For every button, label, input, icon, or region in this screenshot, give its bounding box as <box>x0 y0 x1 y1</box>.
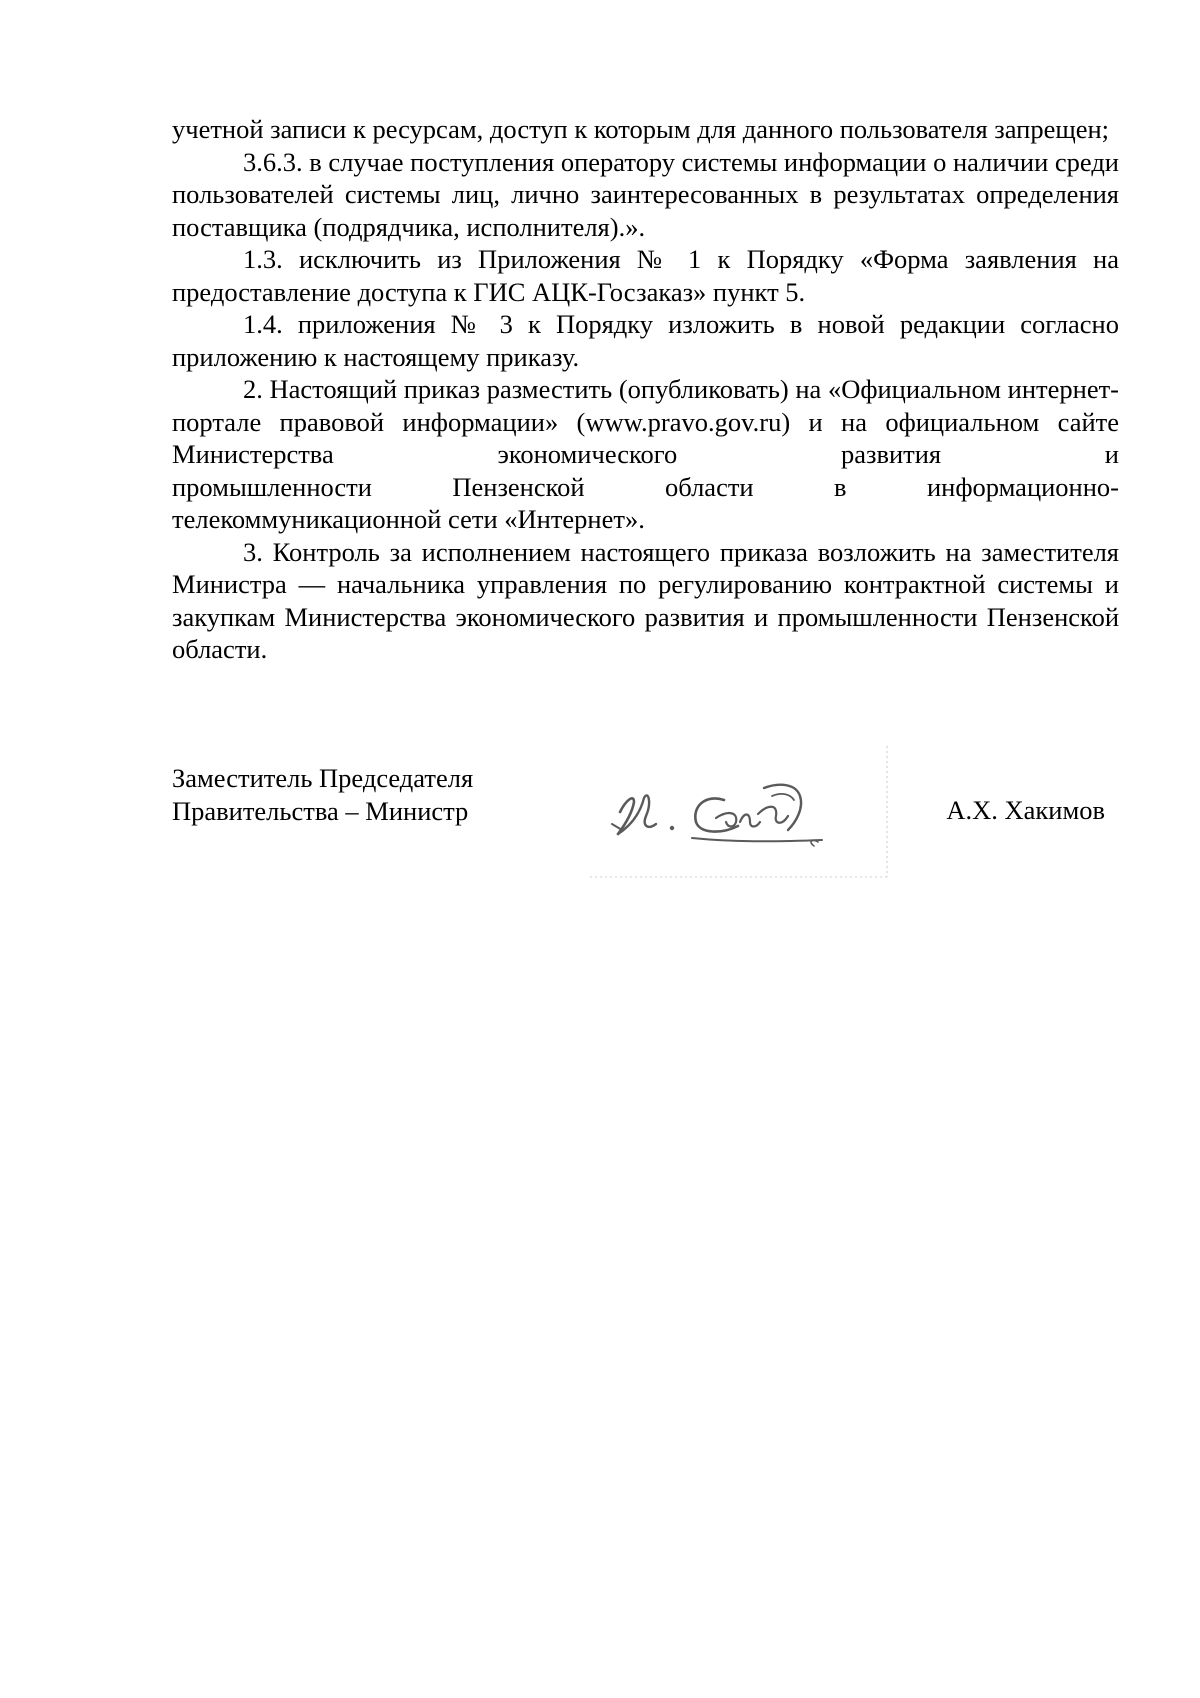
document-body <box>172 113 1119 666</box>
paragraph-2-line-4: промышленности Пензенской области в информационно- <box>172 471 1119 502</box>
signature-block <box>172 762 1119 882</box>
handwritten-signature <box>582 742 902 882</box>
paragraph-2-line-5: телекоммуникационной сети «Интернет». <box>172 504 645 534</box>
paragraph-3: 3. Контроль за исполнением настоящего приказа возложить на заместителя Министра — начальника управления по регулированию контрактной системы и закупкам Министерства экономического развития и промышленности Пензенской области. <box>172 536 1119 664</box>
paragraph-1-3: 1.3. исключить из Приложения № 1 к Порядку «Форма заявления на предоставление доступа к ГИС АЦК-Госзаказ» пункт 5. <box>172 244 1119 307</box>
paragraph-3-6-3: 3.6.3. в случае поступления оператору системы информации о наличии среди пользователей системы лиц, лично заинтересованных в результатах определения поставщика (подрядчика, исполнителя).». <box>172 146 1119 242</box>
paragraph-2: 2. Настоящий приказ разместить (опубликовать) на «Официальном интернет-портале правовой информации» (www.pravo.gov.ru) и на официальном сайте Министерства экономического развития и <box>172 374 1119 469</box>
paragraph-continuation: учетной записи к ресурсам, доступ к которым для данного пользователя запрещен; <box>172 114 1110 144</box>
signatory-name: А.Х. Хакимов <box>946 795 1105 825</box>
signatory-title-line-2: Правительства – Министр <box>172 795 469 826</box>
signatory-title <box>172 762 473 827</box>
paragraph-1-4: 1.4. приложения № 3 к Порядку изложить в новой редакции согласно приложению к настоящему приказу. <box>172 309 1119 372</box>
signatory-title-line-1: Заместитель Председателя <box>172 763 474 793</box>
